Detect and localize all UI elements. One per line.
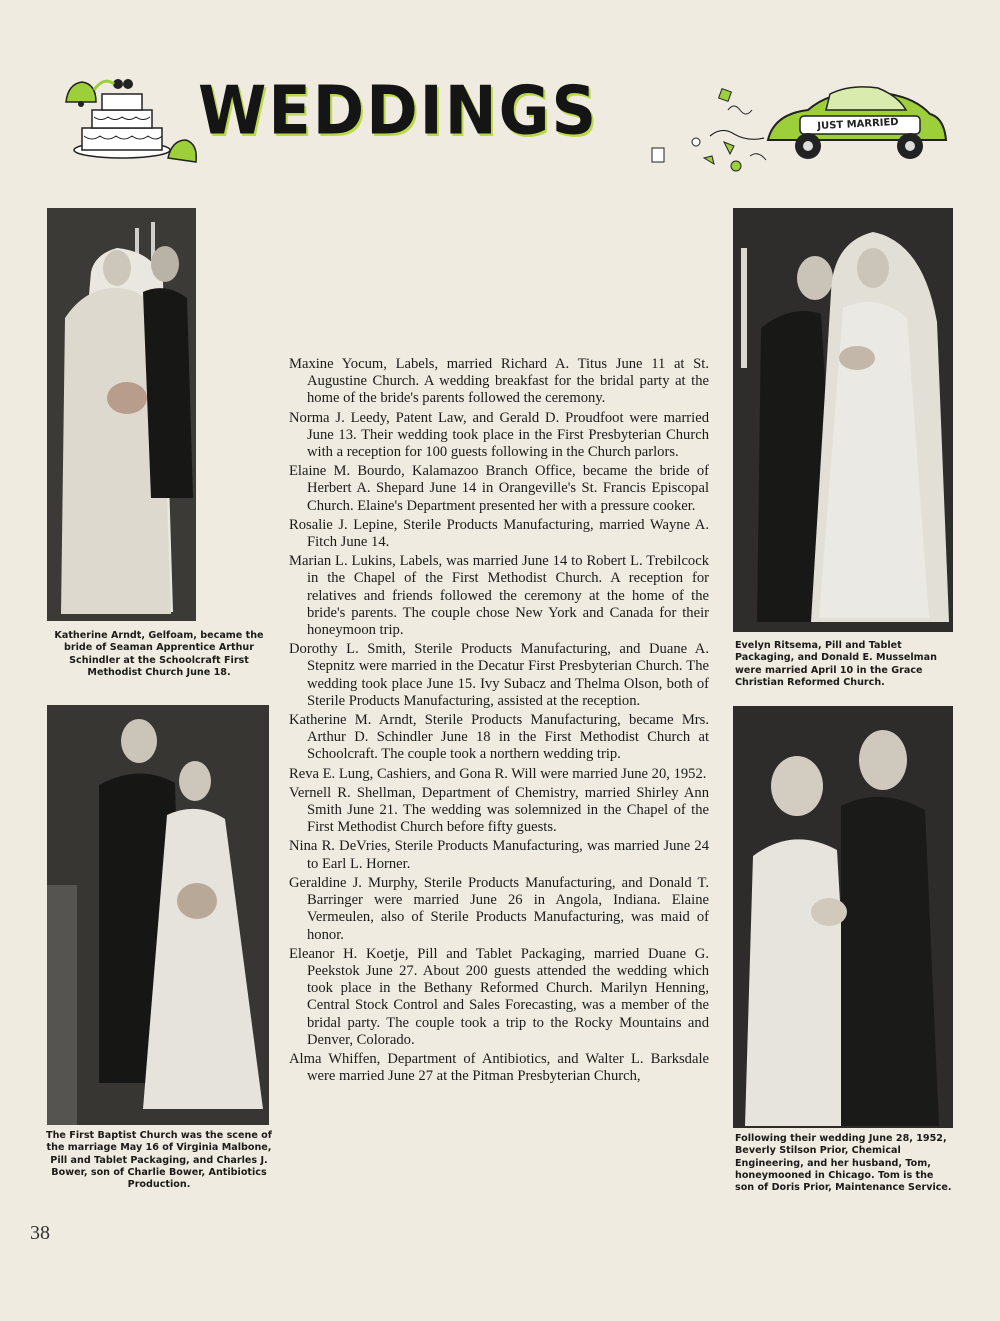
page-title: WEDDINGS (198, 71, 599, 150)
announcement-item: Alma Whiffen, Department of Antibiotics, and Walter L. Barksdale were married June 27 at the Pitman Presbyterian Church, (289, 1050, 709, 1085)
announcement-item: Nina R. DeVries, Sterile Products Manufacturing, was married June 24 to Earl L. Horner. (289, 838, 709, 872)
photo-ritsema-musselman (733, 208, 953, 632)
announcement-item: Elaine M. Bourdo, Kalamazoo Branch Office, became the bride of Herbert A. Shepard June 14 in Orangeville's St. Francis Episcopal Church. Elaine's Department presented her with a pressure cooker. (289, 463, 709, 514)
photo-caption: Katherine Arndt, Gelfoam, became the bride of Seaman Apprentice Arthur Schindler at the Schoolcraft First Methodist Church June 18. (54, 630, 264, 678)
weddings-banner (60, 62, 950, 172)
photo-malbone-bower (47, 705, 269, 1125)
announcement-item: Geraldine J. Murphy, Sterile Products Manufacturing, and Donald T. Barringer were married June 26 in Angola, Indiana. Elaine Vermeulen, also of Sterile Products Manufacturing, was maid of honor. (289, 874, 709, 943)
announcement-item: Vernell R. Shellman, Department of Chemistry, married Shirley Ann Smith June 21. The wedding was solemnized in the Chapel of the First Methodist Church before fifty guests. (289, 784, 709, 836)
announcement-item: Reva E. Lung, Cashiers, and Gona R. Will were married June 20, 1952. (289, 765, 707, 782)
photo-caption: The First Baptist Church was the scene of the marriage May 16 of Virginia Malbone, Pill and Tablet Packaging, and Charles J. Bower, son of Charlie Bower, Antibiotics Production. (46, 1130, 272, 1191)
announcement-item: Maxine Yocum, Labels, married Richard A. Titus June 11 at St. Augustine Church. A wedding breakfast for the bridal party at the home of the bride's parents followed the ceremony. (289, 356, 709, 407)
announcement-item: Katherine M. Arndt, Sterile Products Manufacturing, became Mrs. Arthur D. Schindler June 18 in the First Methodist Church at Schoolcraft. The couple took a northern wedding trip. (289, 712, 709, 763)
wedding-couple-photo (47, 705, 269, 1125)
wedding-announcements (289, 356, 709, 1087)
photo-arndt-schindler (47, 208, 196, 621)
car-sign-text: JUST MARRIED (817, 116, 899, 133)
page-number: 38 (30, 1222, 50, 1244)
wedding-couple-photo (47, 208, 196, 621)
wedding-couple-photo (733, 706, 953, 1128)
photo-caption: Evelyn Ritsema, Pill and Tablet Packaging, and Donald E. Musselman were married April 10 in the Grace Christian Reformed Church. (735, 640, 937, 688)
announcement-item: Rosalie J. Lepine, Sterile Products Manufacturing, married Wayne A. Fitch June 14. (289, 516, 709, 551)
announcement-item: Norma J. Leedy, Patent Law, and Gerald D. Proudfoot were married June 13. Their wedding took place in the First Presbyterian Church with a reception for 100 guests following in the Church parlors. (289, 409, 709, 461)
photo-stilson-prior (733, 706, 953, 1128)
announcement-item: Dorothy L. Smith, Sterile Products Manufacturing, and Duane A. Stepnitz were married in the Decatur First Presbyterian Church. The wedding took place June 15. Ivy Subacz and Thelma Olson, both of Sterile Products Manufacturing, assisted at the reception. (289, 641, 709, 709)
photo-caption: Following their wedding June 28, 1952, Beverly Stilson Prior, Chemical Engineering, and her husband, Tom, honeymooned in Chicago. Tom is the son of Doris Prior, Maintenance Service. (735, 1133, 952, 1194)
announcement-item: Eleanor H. Koetje, Pill and Tablet Packaging, married Duane G. Peekstok June 27. About 200 guests attended the wedding which took place in the Bethany Reformed Church. Marilyn Henning, Central Stock Control and Sales Forecasting, was a member of the bridal party. The couple took a trip to the Rocky Mountains and Denver, Colorado. (289, 945, 709, 1048)
announcement-item: Marian L. Lukins, Labels, was married June 14 to Robert L. Trebilcock in the Chapel of the First Methodist Church. A reception for relatives and friends followed the ceremony at the home of the bride's parents. The couple chose New York and Canada for their honeymoon trip. (289, 553, 709, 639)
wedding-couple-photo (733, 208, 953, 632)
